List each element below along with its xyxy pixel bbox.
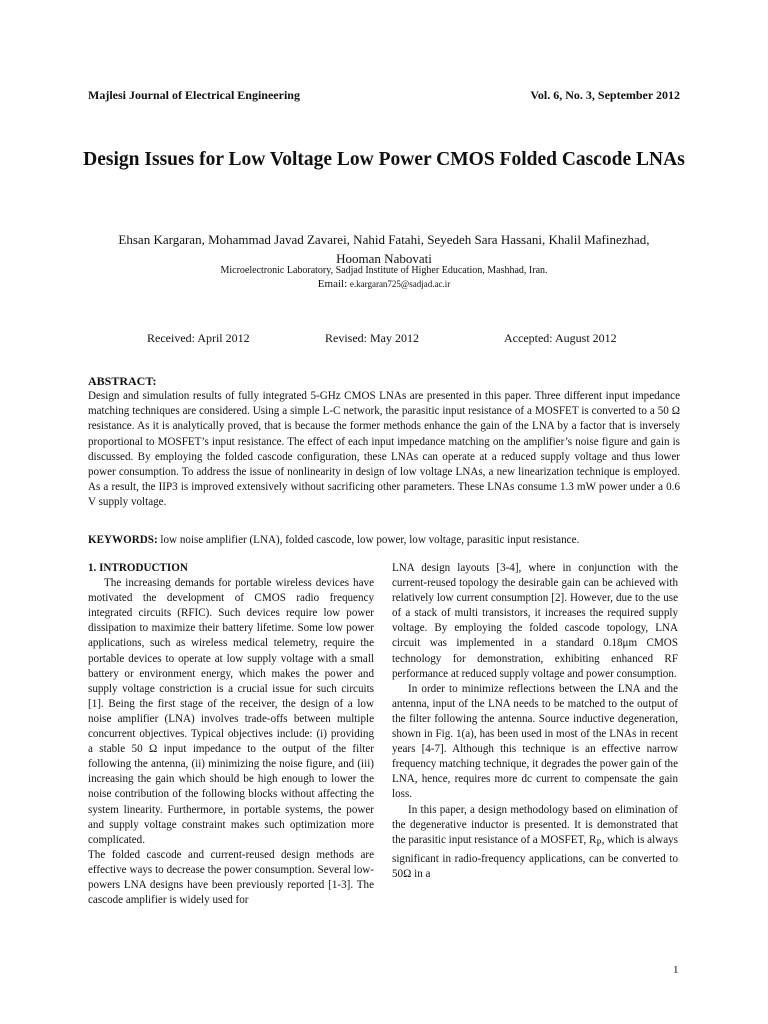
affiliation: Microelectronic Laboratory, Sadjad Institute of Higher Education, Mashhad, Iran. <box>220 265 548 276</box>
intro-paragraph-4: In order to minimize reflections between the LNA and the antenna, input of the LNA needs to be matched to the output of the filter following the antenna. Source inductive degeneration, shown in Fig. 1(a), has been used in most of the LNAs in recent years [4-7]. Although this technique is an effective narrow frequency matching technique, it degrades the power gain of the LNA, hence, requires more dc current to compensate the gain loss. <box>392 682 678 801</box>
intro-paragraph-5-end: , which is always significant in radio-frequency applications, can be converted to 50Ω in a <box>392 833 678 881</box>
keywords-line <box>88 533 680 548</box>
intro-paragraph-5-text: In this paper, a design methodology based on elimination of the degenerative inductor is presented. It is demonstrated that the parasitic input resistance of a MOSFET, R <box>392 803 678 846</box>
intro-paragraph-3: LNA design layouts [3-4], where in conjunction with the current-reused topology the desirable gain can be achieved with relatively low current consumption [2]. However, due to the use of a stack of multi transistors, it increases the required supply voltage. By employing the folded cascode topology, LNA circuit was implemented in a standard 0.18μm CMOS technology for demonstration, exhibiting enhanced RF performance at reduced supply voltage and power consumption. <box>392 562 678 680</box>
left-column <box>88 561 374 908</box>
date-line <box>147 331 668 347</box>
email-label: Email: <box>317 278 348 290</box>
issue-info: Vol. 6, No. 3, September 2012 <box>530 88 680 102</box>
intro-paragraph-1: The increasing demands for portable wireless devices have motivated the development of CMOS radio frequency integrated circuits (RFIC). Such devices require low power dissipation to maximize their battery lifetime. Some low power applications, such as wireless medical telemetry, require the portable devices to operate at low supply voltage with a small battery or environment energy, which makes the power and supply voltage constriction is a crucial issue for such circuits [1]. Being the first stage of the receiver, the design of a low noise amplifier (LNA) involves trade-offs between multiple concurrent objectives. Typical objectives include: (i) providing a stable 50 Ω input impedance to the output of the filter following the antenna, (ii) minimizing the noise figure, and (iii) increasing the gain which should be high enough to lower the noise contribution of the following blocks without affecting the system linearity. Furthermore, in portable systems, the power and supply voltage constraint makes such optimization more complicated. <box>88 577 374 846</box>
running-head <box>88 88 680 103</box>
revised-date: Revised: May 2012 <box>325 331 419 345</box>
page-number: 1 <box>673 964 679 976</box>
intro-paragraph-5 <box>392 803 678 883</box>
accepted-date: Accepted: August 2012 <box>504 331 617 345</box>
journal-name: Majlesi Journal of Electrical Engineering <box>88 88 300 102</box>
keywords-text: low noise amplifier (LNA), folded cascode, low power, low voltage, parasitic input resistance. <box>157 534 580 546</box>
author-list: Ehsan Kargaran, Mohammad Javad Zavarei, Nahid Fatahi, Seyedeh Sara Hassani, Khalil Mafinezhad, Hooman Nabovati <box>118 232 650 266</box>
keywords-label: KEYWORDS: <box>88 534 158 546</box>
received-date: Received: April 2012 <box>147 331 250 345</box>
abstract-heading: ABSTRACT: <box>88 374 157 388</box>
email-line <box>90 277 678 291</box>
paper-title: Design Issues for Low Voltage Low Power CMOS Folded Cascode LNAs <box>83 149 685 170</box>
abstract-text: Design and simulation results of fully integrated 5-GHz CMOS LNAs are presented in this paper. Three different input impedance matching techniques are considered. Using a simple L-C network, the parasitic input resistance of a MOSFET is converted to a 50 Ω resistance. As it is analytically proved, that is because the former methods enhance the gain of the LNA by a factor that is inversely proportional to MOSFET’s input resistance. The effect of each input impedance matching on the amplifier’s noise figure and gain is discussed. By employing the folded cascode configuration, these LNAs can operate at a reduced supply voltage and thus lower power consumption. To address the issue of nonlinearity in design of low voltage LNAs, a new linearization technique is employed. As a result, the IIP3 is improved extensively without sacrificing other parameters. These LNAs consume 1.3 mW power under a 0.6 V supply voltage. <box>88 390 680 509</box>
email-address: e.kargaran725@sadjad.ac.ir <box>349 279 451 289</box>
intro-paragraph-2: The folded cascode and current-reused design methods are effective ways to decrease the power consumption. Several low-powers LNA designs have been previously reported [1-3]. The cascode amplifier is widely used for <box>88 848 374 907</box>
right-column <box>392 561 678 882</box>
section-heading: 1. INTRODUCTION <box>88 562 188 574</box>
resistance-subscript: P <box>596 838 602 849</box>
